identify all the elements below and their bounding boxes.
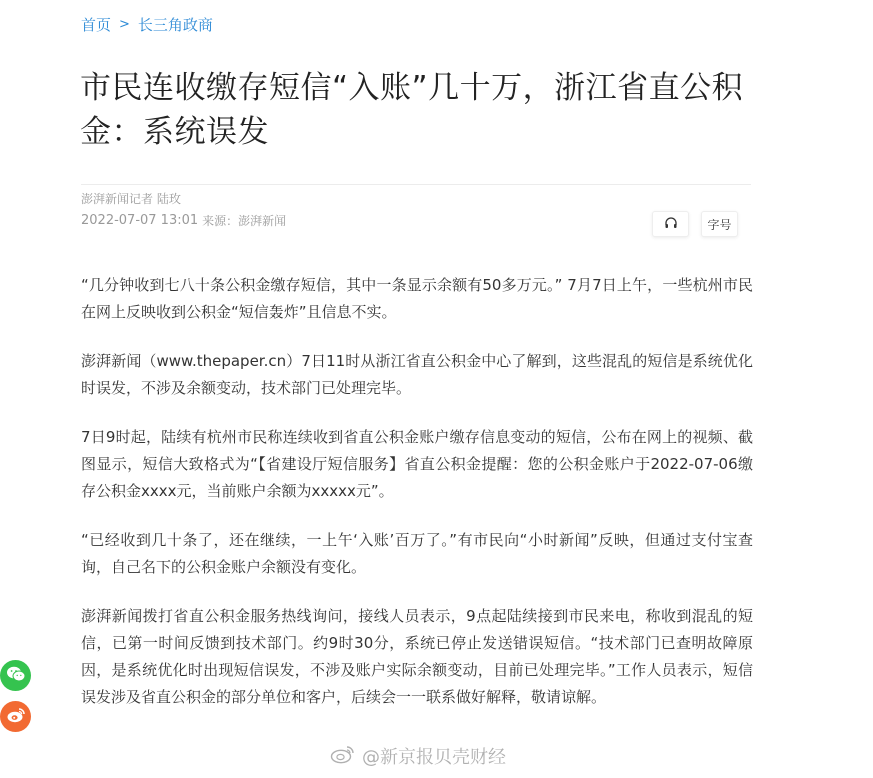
wechat-icon [6,665,26,687]
weibo-icon [330,744,356,772]
share-wechat-button[interactable] [0,660,31,691]
article-source: 来源：澎湃新闻 [202,214,287,228]
headphones-icon [664,216,678,233]
article-tools [652,211,738,237]
share-weibo-button[interactable] [0,701,31,732]
weibo-icon [6,706,26,728]
audio-button[interactable] [652,211,689,237]
watermark [330,744,506,772]
paragraph-2: 澎湃新闻（www.thepaper.cn）7日11时从浙江省直公积金中心了解到，这些混乱的短信是系统优化时误发，不涉及余额变动，技术部门已处理完毕。 [81,352,753,397]
title-divider [81,184,751,185]
paragraph-5: 澎湃新闻拨打省直公积金服务热线询问，接线人员表示，9点起陆续接到市民来电，称收到混乱的短信，已第一时间反馈到技术部门。约9时30分，系统已停止发送错误短信。“技术部门已查明故障原因，是系统优化时出现短信误发，不涉及账户实际余额变动，目前已处理完毕。”工作人员表示，短信误发涉及省直公积金的部分单位和客户，后续会一一联系做好解释，敬请谅解。 [81,607,753,706]
watermark-text: @新京报贝壳财经 [362,747,506,768]
article-meta [81,212,286,230]
article-body [81,272,753,733]
breadcrumb-home-link[interactable]: 首页 [81,16,112,34]
paragraph-1: “几分钟收到七八十条公积金缴存短信，其中一条显示余额有50多万元。” 7月7日上午，一些杭州市民在网上反映收到公积金“短信轰炸”且信息不实。 [81,276,753,321]
article-author: 澎湃新闻记者 陆玫 [81,192,181,206]
font-size-button[interactable]: 字号 [701,211,738,237]
paragraph-4: “已经收到几十条了，还在继续，一上午‘入账’百万了。”有市民向“小时新闻”反映，但通过支付宝查询，自己名下的公积金账户余额没有变化。 [81,531,753,576]
article-title: 市民连收缴存短信“入账”几十万，浙江省直公积金：系统误发 [80,70,744,150]
breadcrumb [81,14,213,36]
paragraph-3: 7日9时起，陆续有杭州市民称连续收到省直公积金账户缴存信息变动的短信，公布在网上的视频、截图显示，短信大致格式为“【省建设厅短信服务】省直公积金提醒：您的公积金账户于2022-07-06缴存公积金xxxx元，当前账户余额为xxxxx元”。 [81,428,753,500]
breadcrumb-section-link[interactable]: 长三角政商 [137,16,213,34]
breadcrumb-separator: > [119,17,130,32]
article-date: 2022-07-07 13:01 [81,213,199,228]
